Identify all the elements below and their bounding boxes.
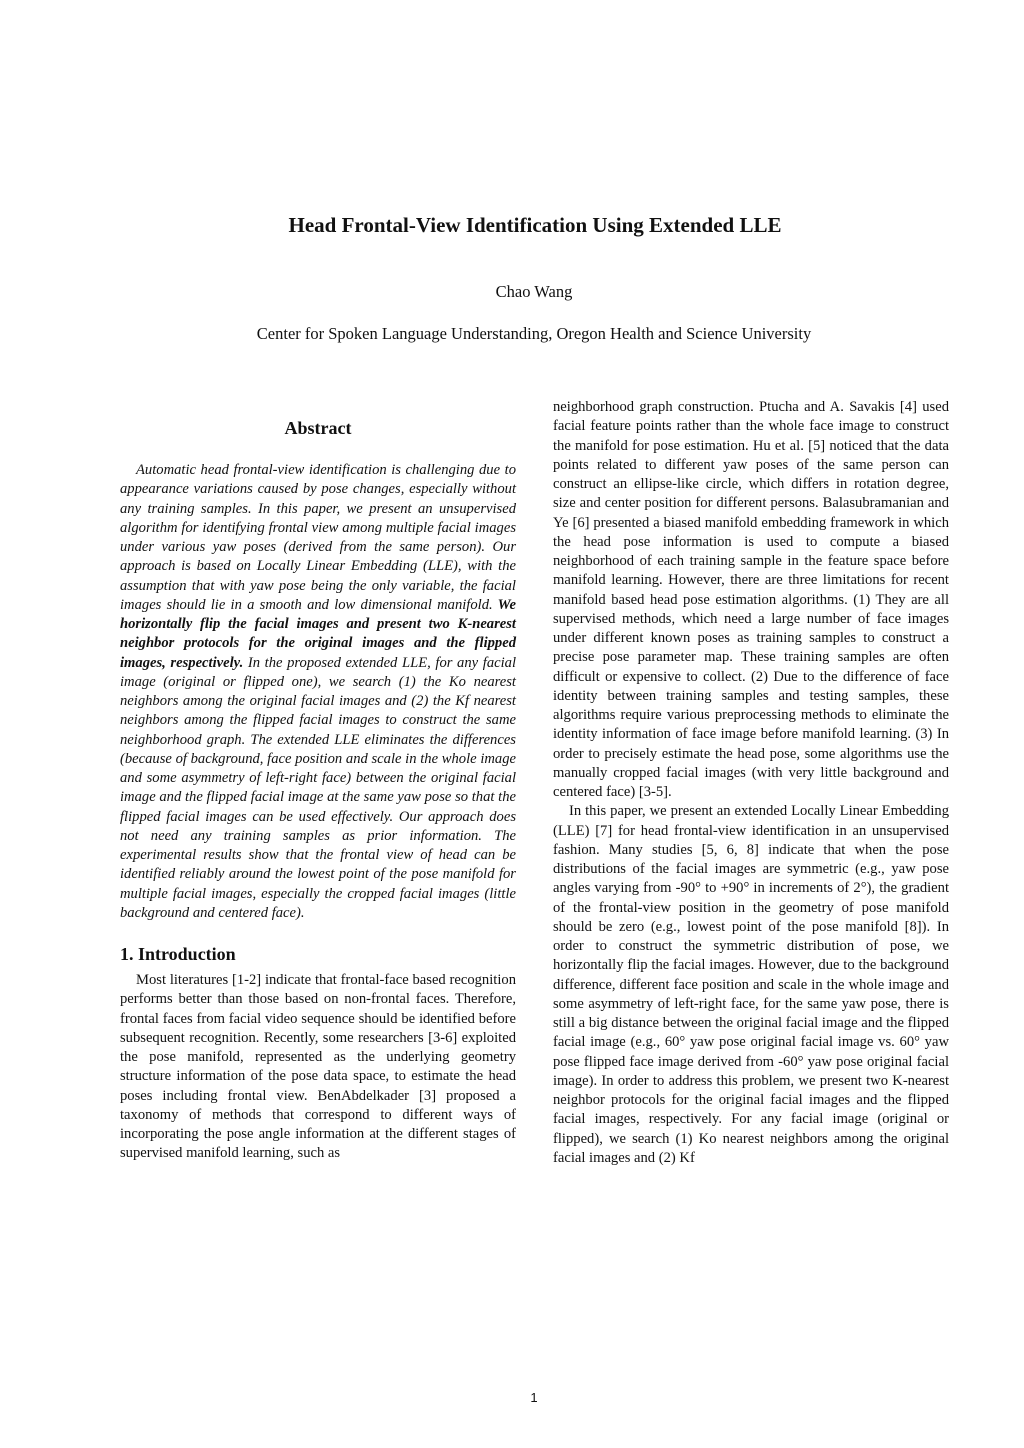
abstract-part-2: We horizontally flip the facial images and present two K-nearest neighbor protocols for the original images and the flipped images, respectively. bbox=[120, 596, 516, 671]
abstract-heading: Abstract bbox=[284, 418, 352, 438]
left-column bbox=[120, 417, 516, 1164]
author-affiliation: Center for Spoken Language Understanding, Oregon Health and Science University bbox=[256, 324, 812, 343]
abstract-part-1: Automatic head frontal-view identification is challenging due to appearance variations caused by pose changes, especially without any training samples. In this paper, we present an unsupervised algorithm for identifying frontal view among multiple facial images under various yaw poses (derived from the same person). Our approach is based on Locally Linear Embedding (LLE), with the assumption that with yaw pose being the only variable, the facial images should lie in a smooth and low dimensional manifold. bbox=[120, 462, 516, 613]
abstract-text bbox=[120, 461, 516, 923]
approach-paragraph: In this paper, we present an extended Locally Linear Embedding (LLE) [7] for head frontal-view identification in an unsupervised fashion. Many studies [5, 6, 8] indicate that when the pose distributions of the facial images are symmetric (e.g., yaw pose angles varying from -90° to +90° in increments of 2°), the gradient of the frontal-view position in the geometry of pose manifold should be zero (e.g., lowest point of the pose manifold [8]). In order to construct the symmetric distribution of pose, we horizontally flip the facial images. However, due to the background difference, different face position and scale in the whole image and some asymmetry of left-right face, for the same yaw pose, there is still a big distance between the original facial image and the flipped facial image (e.g., 60° yaw pose original facial image vs. 60° yaw pose flipped face image derived from -60° yaw pose original facial image). In order to address this problem, we present two K-nearest neighbor protocols for the original facial images and the flipped facial images, respectively. For any facial image (original or flipped), we search (1) Ko nearest neighbors among the original facial images and (2) Kf bbox=[553, 803, 949, 1166]
paper-title: Head Frontal-View Identification Using Extended LLE bbox=[288, 213, 782, 237]
author-name: Chao Wang bbox=[495, 282, 573, 301]
right-column bbox=[553, 398, 949, 1168]
related-work-paragraph: neighborhood graph construction. Ptucha and A. Savakis [4] used facial feature points rather than the whole face image to construct the manifold for pose estimation. Hu et al. [5] noticed that the data points related to different yaw poses of the same person can construct an ellipse-like circle, which differs in rotation degree, size and center position for different persons. Balasubramanian and Ye [6] presented a biased manifold embedding framework in which the head pose information is used to compute a biased neighborhood of each training sample in the feature space before manifold learning. However, there are three limitations for recent manifold based head pose estimation algorithms. (1) They are all supervised methods, which need a large number of face images under different known poses as training samples to construct a precise pose parameter map. These training samples are often difficult or expensive to collect. (2) Due to the difference of face identity between training samples and testing samples, these algorithms require various preprocessing methods to eliminate the identity information of face image before manifold learning. (3) In order to precisely estimate the head pose, some algorithms use the manually cropped facial images (with very little background and centered face) [3-5]. bbox=[553, 399, 949, 800]
introduction-paragraph: Most literatures [1-2] indicate that frontal-face based recognition performs better than those based on non-frontal faces. Therefore, frontal faces from facial video sequence should be identified before subsequent recognition. Recently, some researchers [3-6] exploited the pose manifold, represented as the underlying geometry structure information of the pose data space, to estimate the head poses including frontal view. BenAbdelkader [3] proposed a taxonomy of methods that correspond to different ways of incorporating the pose angle information at the different stages of supervised manifold learning, such as bbox=[120, 972, 516, 1162]
introduction-heading: 1. Introduction bbox=[120, 944, 236, 964]
page-number: 1 bbox=[530, 1390, 538, 1405]
abstract-part-3: In the proposed extended LLE, for any facial image (original or flipped one), we search (1) the Ko nearest neighbors among the original facial images and (2) the Kf nearest neighbors among the flipped facial images to construct the same neighborhood graph. The extended LLE eliminates the differences (because of background, face position and scale in the whole image and some asymmetry of left-right face) between the original facial image and the flipped facial image at the same yaw pose so that the flipped facial images can be used effectively. Our approach does not need any training samples as prior information. The experimental results show that the frontal view of head can be identified reliably around the lowest point of the pose manifold for multiple facial images, especially the cropped facial images (little background and centered face). bbox=[120, 654, 516, 921]
